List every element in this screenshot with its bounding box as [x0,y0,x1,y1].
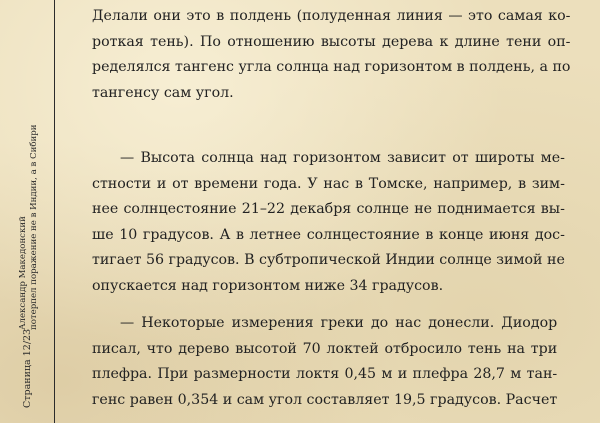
text-line: опускается над горизонтом ниже 34 градусов. [92,277,444,294]
text-line: ше 10 градусов. А в летнее солнцестояние в конце июня дос- [92,226,565,243]
text-line: генс равен 0,354 и сам угол составляет 19,5 градусов. Расчет [92,391,558,408]
margin-divider [54,0,55,423]
text-line: тигает 56 градусов. В субтропической Индии солнце зимой не [92,252,565,269]
text-line: плефра. При размерности локтя 0,45 м и плефра 28,7 м тан- [92,366,558,383]
text-line: ределялся тангенс угла солнца над горизонтом в полдень, а по [92,59,571,76]
text-line: нее солнцестояние 21–22 декабря солнце не поднимается вы- [92,201,565,218]
running-title-line-2: потерпел поражение не в Индии, а в Сибири [29,124,39,330]
page-number: Страница 12/23 [22,328,33,408]
text-line: — Некоторые измерения греки до нас донесли. Диодор [120,315,558,331]
running-title [18,125,40,330]
paragraph-2 [92,146,565,300]
text-line: — Высота солнца над горизонтом зависит от широты ме- [120,150,565,166]
paragraph-1 [92,4,570,106]
running-title-line-1: Александр Македонский [18,216,28,330]
text-line: роткая тень). По отношению высоты дерева к длине тени оп- [92,33,571,50]
side-margin [0,0,56,423]
text-line: Делали они это в полдень (полуденная линия — это самая ко- [92,8,571,24]
text-line: стности и от времени года. У нас в Томске, например, в зим- [92,175,565,192]
text-line: писал, что дерево высотой 70 локтей отбросило тень на три [92,340,558,357]
text-line: тангенсу сам угол. [92,84,234,101]
paragraph-3 [92,311,557,413]
